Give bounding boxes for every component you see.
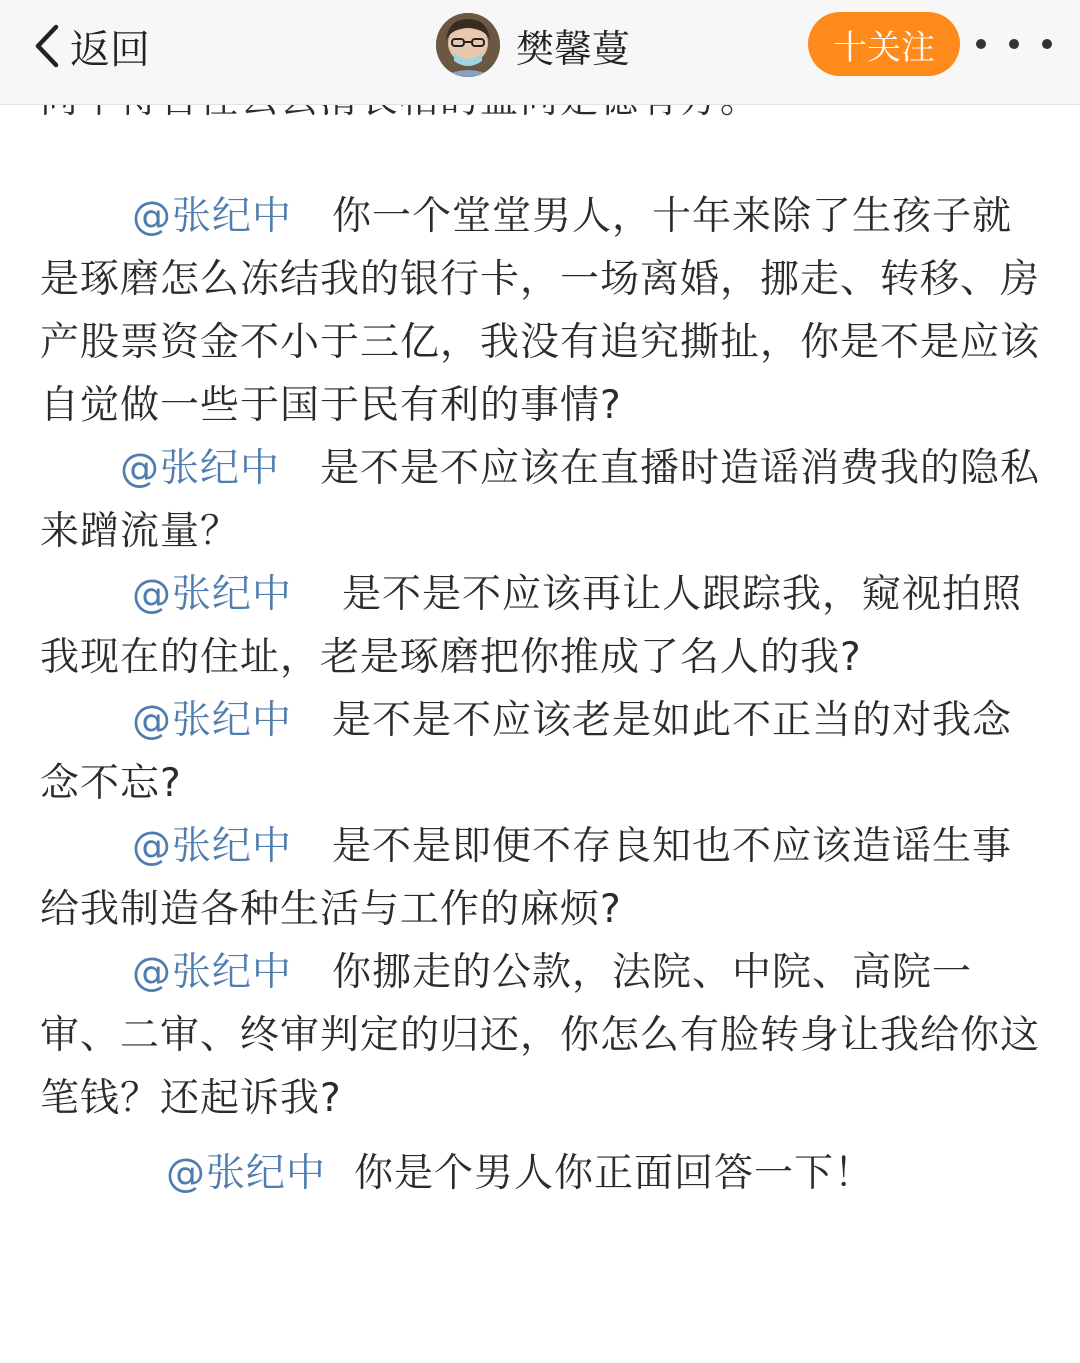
back-label: 返回 — [70, 26, 150, 73]
paragraph-text: 是不是不应该再让人跟踪我，窥视拍照我现在的住址，老是琢磨把你推成了名人的我? — [40, 572, 1023, 680]
more-options-button[interactable] — [976, 26, 1052, 62]
mention-link[interactable]: @张纪中 — [132, 824, 293, 869]
paragraph — [40, 1142, 1050, 1205]
username[interactable]: 樊馨蔓 — [516, 26, 631, 71]
post-body — [40, 185, 1050, 1205]
paragraph — [40, 941, 1050, 1130]
paragraph-text: 你一个堂堂男人，十年来除了生孩子就是琢磨怎么冻结我的银行卡，一场离婚，挪走、转移、房产股票资金不小于三亿，我没有追究撕扯，你是不是应该自觉做一些于国于民有利的事情? — [40, 194, 1041, 428]
more-dot-icon — [1009, 39, 1019, 49]
mention-link[interactable]: @张纪中 — [132, 572, 293, 617]
avatar-image — [436, 13, 500, 77]
paragraph — [40, 563, 1050, 689]
chevron-left-icon — [28, 21, 68, 71]
top-navbar — [0, 0, 1080, 105]
paragraph-text: 是不是不应该老是如此不正当的对我念念不忘? — [40, 698, 1013, 806]
mention-link[interactable]: @张纪中 — [132, 698, 293, 743]
profile-header[interactable] — [436, 10, 630, 80]
mention-link[interactable]: @张纪中 — [132, 194, 293, 239]
mention-link[interactable]: @张纪中 — [132, 950, 293, 995]
paragraph-text: 你是个男人你正面回答一下！ — [354, 1151, 875, 1196]
paragraph — [40, 437, 1050, 563]
paragraph-text: 是不是不应该在直播时造谣消费我的隐私来蹭流量？ — [40, 446, 1041, 554]
paragraph — [40, 689, 1050, 815]
mention-link[interactable]: @张纪中 — [166, 1151, 327, 1196]
paragraph — [40, 815, 1050, 941]
more-dot-icon — [976, 39, 986, 49]
more-dot-icon — [1042, 39, 1052, 49]
paragraph-text: 是不是即便不存良知也不应该造谣生事给我制造各种生活与工作的麻烦? — [40, 824, 1013, 932]
paragraph-text: 你挪走的公款，法院、中院、高院一审、二审、终审判定的归还，你怎么有脸转身让我给你这笔钱？还起诉我? — [40, 950, 1041, 1121]
avatar[interactable] — [436, 13, 500, 77]
paragraph — [40, 185, 1050, 437]
back-button[interactable] — [28, 16, 150, 76]
follow-button[interactable]: 十关注 — [808, 12, 960, 76]
mention-link[interactable]: @张纪中 — [120, 446, 281, 491]
